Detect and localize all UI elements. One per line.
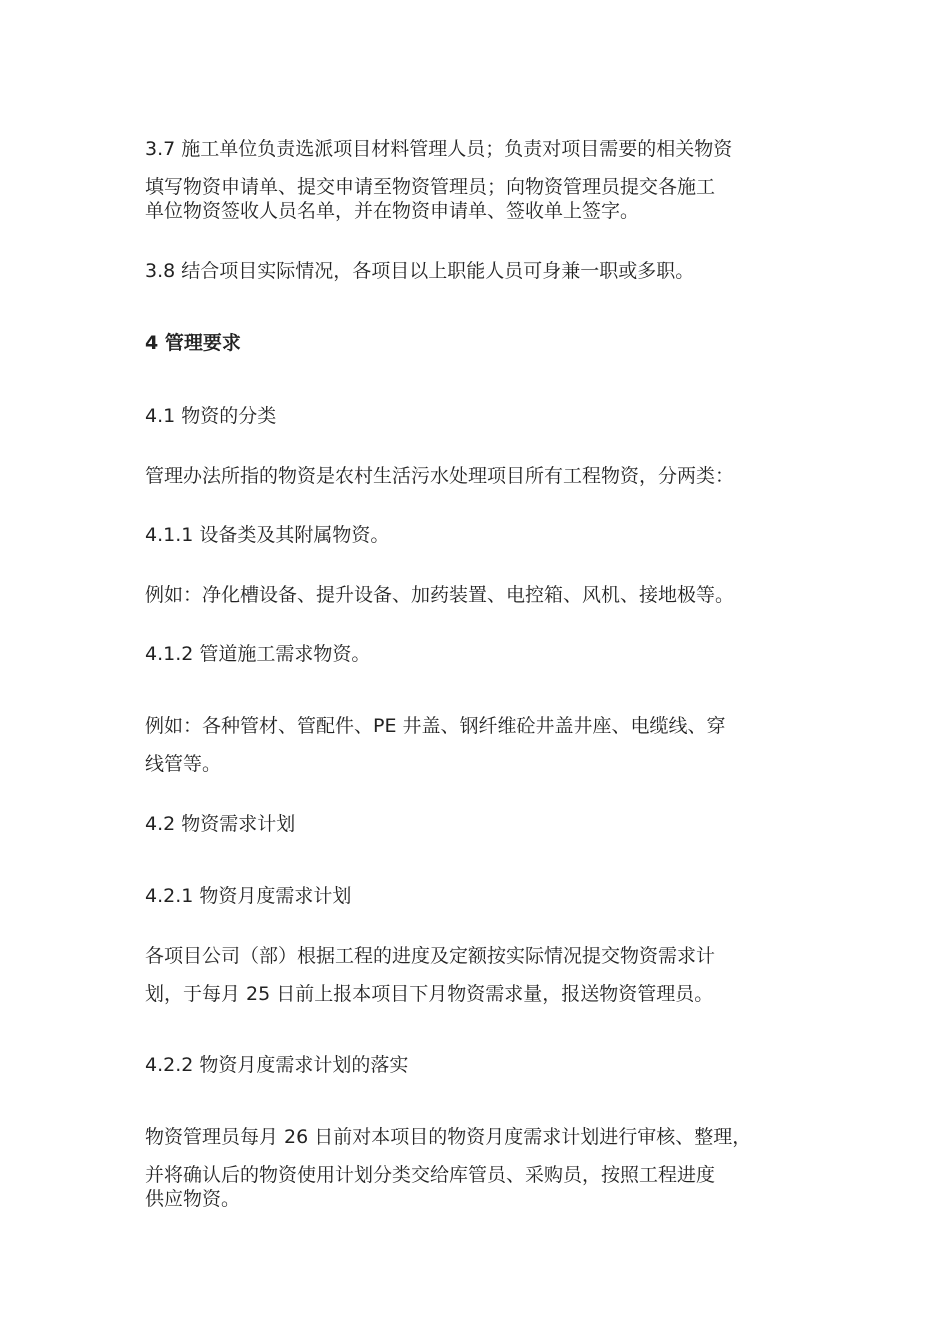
text-line: 4.1.1 设备类及其附属物资。 [145,524,390,546]
text-line: 3.8 结合项目实际情况，各项目以上职能人员可身兼一职或多职。 [145,260,695,282]
text-line: 例如：净化槽设备、提升设备、加药装置、电控箱、风机、接地极等。 [145,584,735,606]
text-line: 4 管理要求 [145,332,241,354]
text-line: 各项目公司（部）根据工程的进度及定额按实际情况提交物资需求计 [145,945,716,967]
heading-4-1-2 [145,643,815,665]
text-line: 4.2.2 物资月度需求计划的落实 [145,1054,409,1076]
text-line: 划，于每月 25 日前上报本项目下月物资需求量，报送物资管理员。 [145,983,714,1005]
text-line: 4.1 物资的分类 [145,405,277,427]
text-line: 4.1.2 管道施工需求物资。 [145,643,371,665]
text-line: 例如：各种管材、管配件、PE 井盖、钢纤维砼井盖井座、电缆线、穿 [145,715,726,737]
para-monthly-plan [145,945,815,1005]
text-line: 3.7 施工单位负责选派项目材料管理人员；负责对项目需要的相关物资 [145,138,733,160]
text-line: 4.2.1 物资月度需求计划 [145,885,352,907]
heading-4-2 [145,813,815,835]
heading-4-2-2 [145,1054,815,1076]
text-line: 供应物资。 [145,1188,241,1210]
heading-4-1 [145,405,815,427]
heading-4-2-1 [145,885,815,907]
text-line: 4.2 物资需求计划 [145,813,296,835]
section-3-7 [145,138,815,222]
para-classification [145,465,815,487]
section-3-8 [145,260,815,282]
heading-4 [145,332,815,354]
text-line: 管理办法所指的物资是农村生活污水处理项目所有工程物资，分两类： [145,465,735,487]
para-example-1 [145,584,815,606]
heading-4-1-1 [145,524,815,546]
text-line: 物资管理员每月 26 日前对本项目的物资月度需求计划进行审核、整理， [145,1126,752,1148]
para-plan-implementation [145,1126,815,1210]
para-example-2 [145,715,815,775]
text-line: 填写物资申请单、提交申请至物资管理员；向物资管理员提交各施工 [145,176,716,198]
text-line: 并将确认后的物资使用计划分类交给库管员、采购员，按照工程进度 [145,1164,716,1186]
text-line: 线管等。 [145,753,222,775]
text-line: 单位物资签收人员名单，并在物资申请单、签收单上签字。 [145,200,640,222]
